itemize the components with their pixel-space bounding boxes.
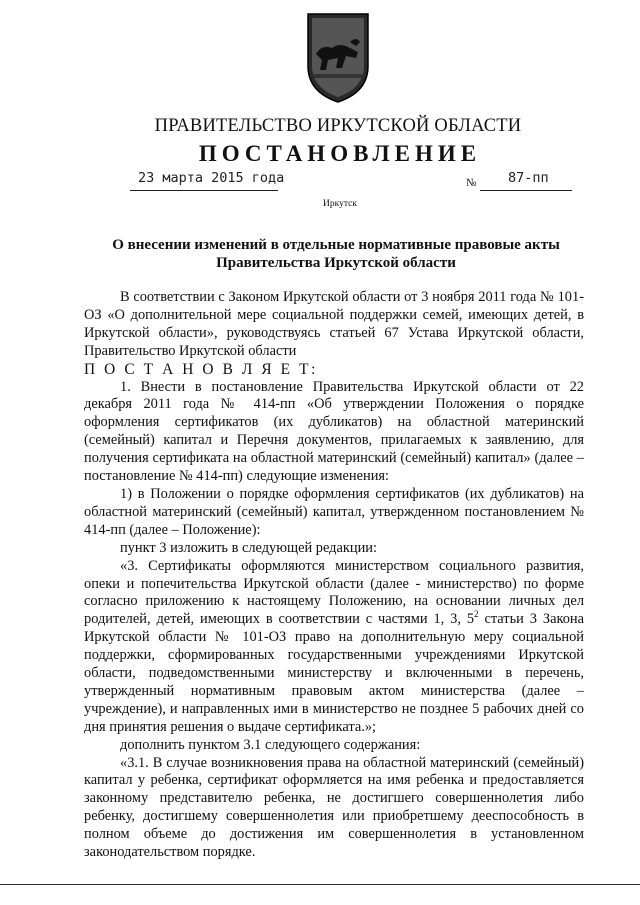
number-label: №	[466, 177, 477, 189]
quote-3-superscript: 2	[474, 609, 479, 620]
quote-3-text-a: «3. Сертификаты оформляются министерством социального развития, опеки и попечительства Иркутской области (далее - министерство) по форме согласно приложению к настоящему Положению, на основании личных дел родителей, детей, имеющих в соответствии с частями 1, 3, 5	[84, 557, 584, 628]
document-type: ПОСТАНОВЛЕНИЕ	[198, 141, 482, 166]
date-underline	[130, 190, 278, 191]
item-1-paragraph: 1. Внести в постановление Правительства Иркутской области от 22 декабря 2011 года № 414-пп «Об утверждении Положения о порядке оформления сертификатов (их дубликатов) на областной материнский (семейный) капитал и Перечня документов, прилагаемых к заявлению, для получения сертификата на областной материнский (семейный) капитал» (далее – постановление № 414-пп) следующие изменения:	[84, 378, 584, 485]
title-line-1: О внесении изменений в отдельные нормативные правовые акты	[112, 237, 560, 253]
add-3-1-paragraph: дополнить пунктом 3.1 следующего содержания:	[120, 736, 421, 753]
number-underline	[480, 190, 572, 191]
document-date: 23 марта 2015 года	[138, 170, 285, 186]
coat-of-arms-emblem	[302, 8, 374, 106]
city-name: Иркутск	[323, 199, 357, 209]
document-body	[84, 289, 584, 862]
document-number: 87-пп	[508, 170, 549, 186]
point-3-paragraph: пункт 3 изложить в следующей редакции:	[120, 539, 377, 556]
title-line-2: Правительства Иркутской области	[216, 255, 456, 271]
quote-3-text-b: статьи 3 Закона Иркутской области № 101-ОЗ право на дополнительную меру социальной поддержки, сформированных государственными учреждениями Иркутской области, подведомственными министерству и включенными в перечень, утвержденный нормативным правовым актом министерства (далее – учреждение), и направленных ими в министерство не позднее 5 рабочих дней со дня принятия решения о выдаче сертификата.»;	[84, 611, 584, 735]
page-bottom-rule	[0, 884, 640, 885]
preamble-paragraph: В соответствии с Законом Иркутской области от 3 ноября 2011 года № 101-ОЗ «О дополнительной мере социальной поддержки семей, имеющих детей, в Иркутской области», руководствуясь статьей 67 Устава Иркутской области, Правительство Иркутской области	[84, 289, 584, 359]
decrees-heading: П О С Т А Н О В Л Я Е Т:	[84, 360, 319, 378]
item-1-1-paragraph: 1) в Положении о порядке оформления сертификатов (их дубликатов) на областной материнский (семейный) капитал, утвержденном постановлением № 414-пп (далее – Положение):	[84, 485, 584, 538]
quote-3-1-paragraph: «3.1. В случае возникновения права на областной материнский (семейный) капитал у ребенка, сертификат оформляется на имя ребенка и предоставляется законному представителю ребенка, не достигшего совершеннолетия либо ребенку, достигшему совершеннолетия или приобретшему дееспособность в полном объеме до достижения им совершеннолетия в установленном законодательством порядке.	[84, 754, 584, 861]
government-name: ПРАВИТЕЛЬСТВО ИРКУТСКОЙ ОБЛАСТИ	[154, 116, 522, 136]
quote-3-paragraph	[84, 558, 584, 737]
document-title	[96, 236, 576, 272]
